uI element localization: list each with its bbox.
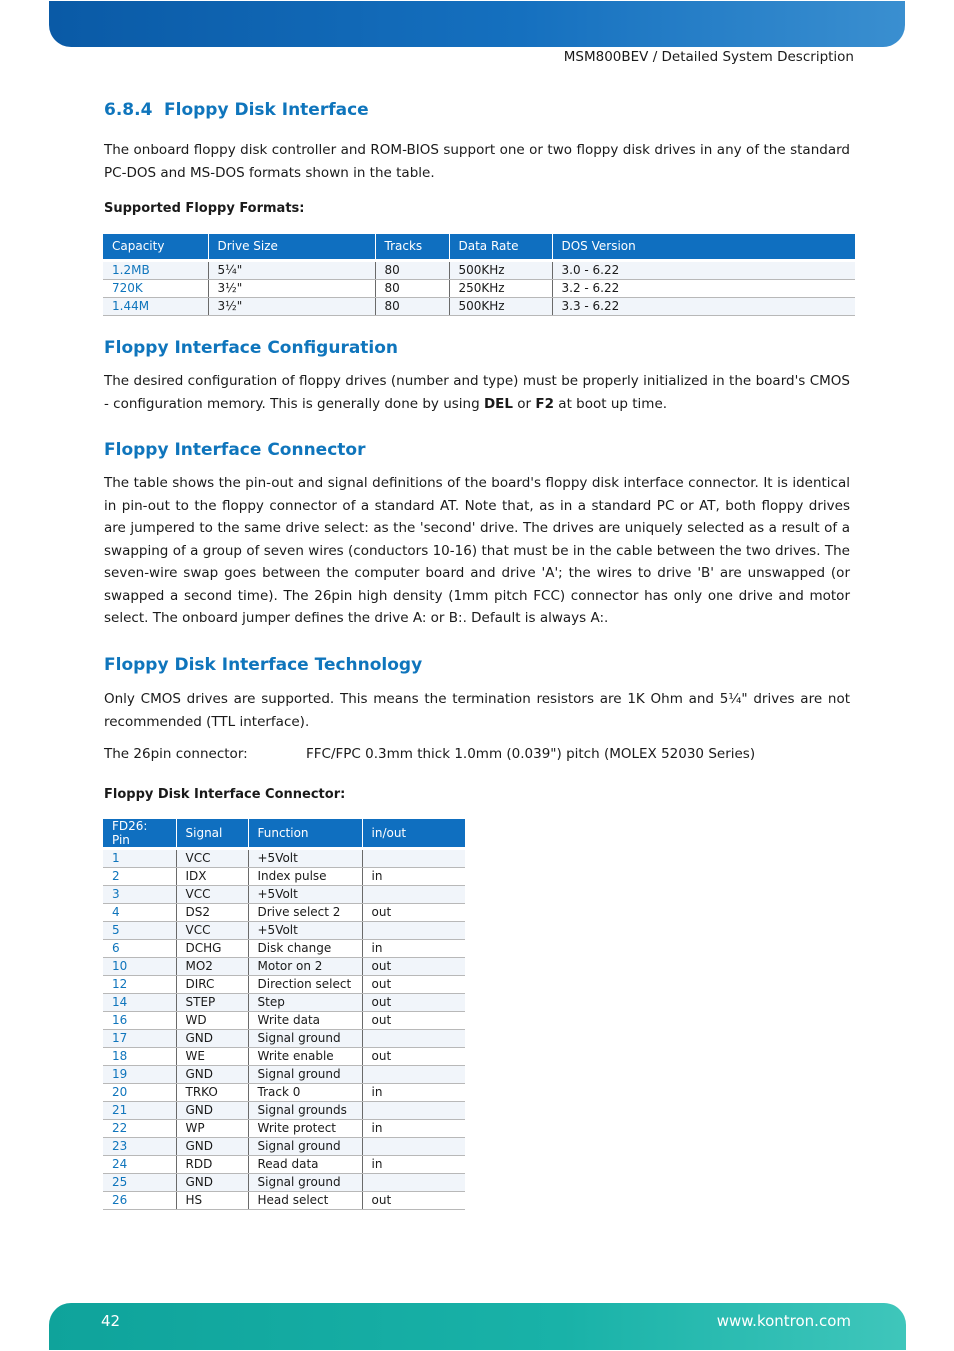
table-cell: 24: [103, 1156, 176, 1174]
table-cell: in: [362, 1120, 465, 1138]
table-row: [103, 886, 465, 904]
del-key: DEL: [483, 395, 513, 412]
table-cell: Signal grounds: [248, 1102, 362, 1120]
table-cell: Write enable: [248, 1048, 362, 1066]
table-row: [103, 922, 465, 940]
table-cell: 17: [103, 1030, 176, 1048]
table-cell: 16: [103, 1012, 176, 1030]
intro-text: The onboard floppy disk controller and ROM-BIOS support one or two floppy disk drives in any of the standard PC-DOS and MS-DOS formats shown in the table.: [104, 142, 850, 181]
config-text-b: or: [512, 395, 536, 412]
table-cell: GND: [176, 1066, 248, 1084]
table-cell: 3.0 - 6.22: [552, 260, 855, 279]
table-cell: HS: [176, 1192, 248, 1210]
table-cell: 23: [103, 1138, 176, 1156]
config-paragraph: [104, 370, 850, 415]
table-cell: GND: [176, 1102, 248, 1120]
table-row: [103, 1156, 465, 1174]
technology-heading: Floppy Disk Interface Technology: [104, 655, 423, 675]
table-cell: Step: [248, 994, 362, 1012]
column-header: Drive Size: [208, 234, 375, 260]
table-row: [103, 279, 855, 297]
table-cell: WD: [176, 1012, 248, 1030]
table-cell: MO2: [176, 958, 248, 976]
table-cell: 4: [103, 904, 176, 922]
table-row: [103, 868, 465, 886]
table-cell: Signal ground: [248, 1066, 362, 1084]
table-cell: out: [362, 994, 465, 1012]
table-row: [103, 1012, 465, 1030]
header-bar: [49, 1, 905, 47]
table-row: [103, 297, 855, 315]
table-cell: 1.44M: [103, 297, 208, 315]
table-cell: [362, 1138, 465, 1156]
table-cell: 3½": [208, 279, 375, 297]
table-cell: 18: [103, 1048, 176, 1066]
table-row: [103, 1192, 465, 1210]
column-header: Signal: [176, 819, 248, 849]
table-row: [103, 940, 465, 958]
document-title: MSM800BEV / Detailed System Description: [563, 49, 854, 65]
connector-paragraph: [104, 472, 850, 630]
table-cell: Read data: [248, 1156, 362, 1174]
formats-label: Supported Floppy Formats:: [104, 201, 305, 216]
table-cell: in: [362, 940, 465, 958]
table-cell: in: [362, 868, 465, 886]
table-row: [103, 1066, 465, 1084]
table-cell: 22: [103, 1120, 176, 1138]
table-row: [103, 1120, 465, 1138]
column-header: Capacity: [103, 234, 208, 260]
table-cell: Disk change: [248, 940, 362, 958]
table-cell: in: [362, 1156, 465, 1174]
table-cell: TRKO: [176, 1084, 248, 1102]
table-cell: DIRC: [176, 976, 248, 994]
formats-table: [103, 234, 855, 316]
table-row: [103, 1174, 465, 1192]
table-cell: 3½": [208, 297, 375, 315]
table-cell: Write data: [248, 1012, 362, 1030]
table-cell: IDX: [176, 868, 248, 886]
table-cell: DS2: [176, 904, 248, 922]
technology-text: Only CMOS drives are supported. This means the termination resistors are 1K Ohm and 5¼" drives are not recommended (TTL interface).: [104, 691, 850, 730]
table-cell: 6: [103, 940, 176, 958]
table-cell: 80: [375, 279, 449, 297]
table-cell: [362, 1102, 465, 1120]
table-cell: STEP: [176, 994, 248, 1012]
table-cell: 720K: [103, 279, 208, 297]
table-cell: 500KHz: [449, 260, 552, 279]
table-cell: [362, 849, 465, 868]
pins-table: [103, 819, 465, 1210]
table-cell: RDD: [176, 1156, 248, 1174]
column-header: Data Rate: [449, 234, 552, 260]
table-cell: 80: [375, 297, 449, 315]
table-cell: 25: [103, 1174, 176, 1192]
column-header: DOS Version: [552, 234, 855, 260]
connector-type-value: FFC/FPC 0.3mm thick 1.0mm (0.039") pitch (MOLEX 52030 Series): [306, 746, 756, 762]
table-cell: Motor on 2: [248, 958, 362, 976]
table-cell: out: [362, 1192, 465, 1210]
table-cell: Head select: [248, 1192, 362, 1210]
table-cell: 80: [375, 260, 449, 279]
table-cell: out: [362, 1048, 465, 1066]
table-cell: in: [362, 1084, 465, 1102]
table-cell: 3.3 - 6.22: [552, 297, 855, 315]
table-cell: Track 0: [248, 1084, 362, 1102]
table-cell: +5Volt: [248, 886, 362, 904]
table-cell: 10: [103, 958, 176, 976]
table-cell: DCHG: [176, 940, 248, 958]
table-cell: +5Volt: [248, 922, 362, 940]
table-cell: out: [362, 958, 465, 976]
table-cell: 5: [103, 922, 176, 940]
table-cell: 5¼": [208, 260, 375, 279]
column-header: in/out: [362, 819, 465, 849]
table-cell: GND: [176, 1030, 248, 1048]
intro-paragraph: [104, 139, 850, 184]
column-header: Tracks: [375, 234, 449, 260]
table-cell: Write protect: [248, 1120, 362, 1138]
table-cell: Signal ground: [248, 1030, 362, 1048]
table-cell: [362, 886, 465, 904]
table-cell: [362, 1174, 465, 1192]
technology-paragraph: [104, 688, 850, 733]
table-cell: 3.2 - 6.22: [552, 279, 855, 297]
section-number: 6.8.4: [104, 100, 153, 120]
table-cell: Signal ground: [248, 1138, 362, 1156]
config-text-a: The desired configuration of floppy drives (number and type) must be properly initialized in the board's CMOS - configuration memory. This is generally done by using: [104, 373, 850, 412]
table-cell: out: [362, 1012, 465, 1030]
table-cell: WP: [176, 1120, 248, 1138]
table-row: [103, 1138, 465, 1156]
section-title: Floppy Disk Interface: [164, 100, 369, 120]
table-cell: 12: [103, 976, 176, 994]
table-cell: [362, 1030, 465, 1048]
table-row: [103, 1048, 465, 1066]
table-cell: Index pulse: [248, 868, 362, 886]
table-cell: WE: [176, 1048, 248, 1066]
table-cell: 14: [103, 994, 176, 1012]
section-heading: [104, 100, 369, 120]
table-cell: 250KHz: [449, 279, 552, 297]
table-row: [103, 260, 855, 279]
f2-key: F2: [535, 395, 555, 412]
table-row: [103, 1030, 465, 1048]
table-cell: 19: [103, 1066, 176, 1084]
table-cell: VCC: [176, 849, 248, 868]
table-cell: VCC: [176, 886, 248, 904]
table-cell: Drive select 2: [248, 904, 362, 922]
page-number: 42: [101, 1312, 121, 1330]
table-row: [103, 1102, 465, 1120]
connector-type-label: The 26pin connector:: [104, 746, 248, 762]
table-cell: [362, 922, 465, 940]
table-cell: VCC: [176, 922, 248, 940]
table-cell: 500KHz: [449, 297, 552, 315]
table-cell: 3: [103, 886, 176, 904]
column-header: FD26: Pin: [103, 819, 176, 849]
connector-heading: Floppy Interface Connector: [104, 440, 366, 460]
table-row: [103, 958, 465, 976]
table-cell: 20: [103, 1084, 176, 1102]
table-row: [103, 904, 465, 922]
table-cell: Signal ground: [248, 1174, 362, 1192]
table-cell: 1: [103, 849, 176, 868]
config-heading: Floppy Interface Configuration: [104, 338, 399, 358]
config-text: [104, 370, 850, 415]
table-row: [103, 976, 465, 994]
website-link[interactable]: www.kontron.com: [716, 1312, 851, 1330]
table-row: [103, 994, 465, 1012]
table-cell: GND: [176, 1138, 248, 1156]
table-cell: 1.2MB: [103, 260, 208, 279]
config-text-c: at boot up time.: [554, 395, 668, 412]
table-cell: 2: [103, 868, 176, 886]
table-row: [103, 849, 465, 868]
pins-label: Floppy Disk Interface Connector:: [104, 787, 346, 802]
table-cell: GND: [176, 1174, 248, 1192]
connector-text: The table shows the pin-out and signal definitions of the board's floppy disk interface connector. It is identical in pin-out to the floppy connector of a standard AT. Note that, as in a standard PC or AT, both floppy drives are jumpered to the same drive select: as the 'second' drive. The drives are uniquely selected as a result of a swapping of a group of seven wires (conductors 10-16) that must be in the cable between the two drives. The seven-wire swap goes between the computer board and drive 'A'; the wires to drive 'B' are unswapped (or swapped a second time). The 26pin high density (1mm pitch FCC) connector has only one drive and motor select. The onboard jumper defines the drive A: or B:. Default is always A:.: [104, 475, 850, 626]
column-header: Function: [248, 819, 362, 849]
table-row: [103, 1084, 465, 1102]
table-cell: out: [362, 976, 465, 994]
table-cell: 21: [103, 1102, 176, 1120]
table-cell: [362, 1066, 465, 1084]
table-cell: Direction select: [248, 976, 362, 994]
table-cell: out: [362, 904, 465, 922]
table-cell: 26: [103, 1192, 176, 1210]
table-cell: +5Volt: [248, 849, 362, 868]
